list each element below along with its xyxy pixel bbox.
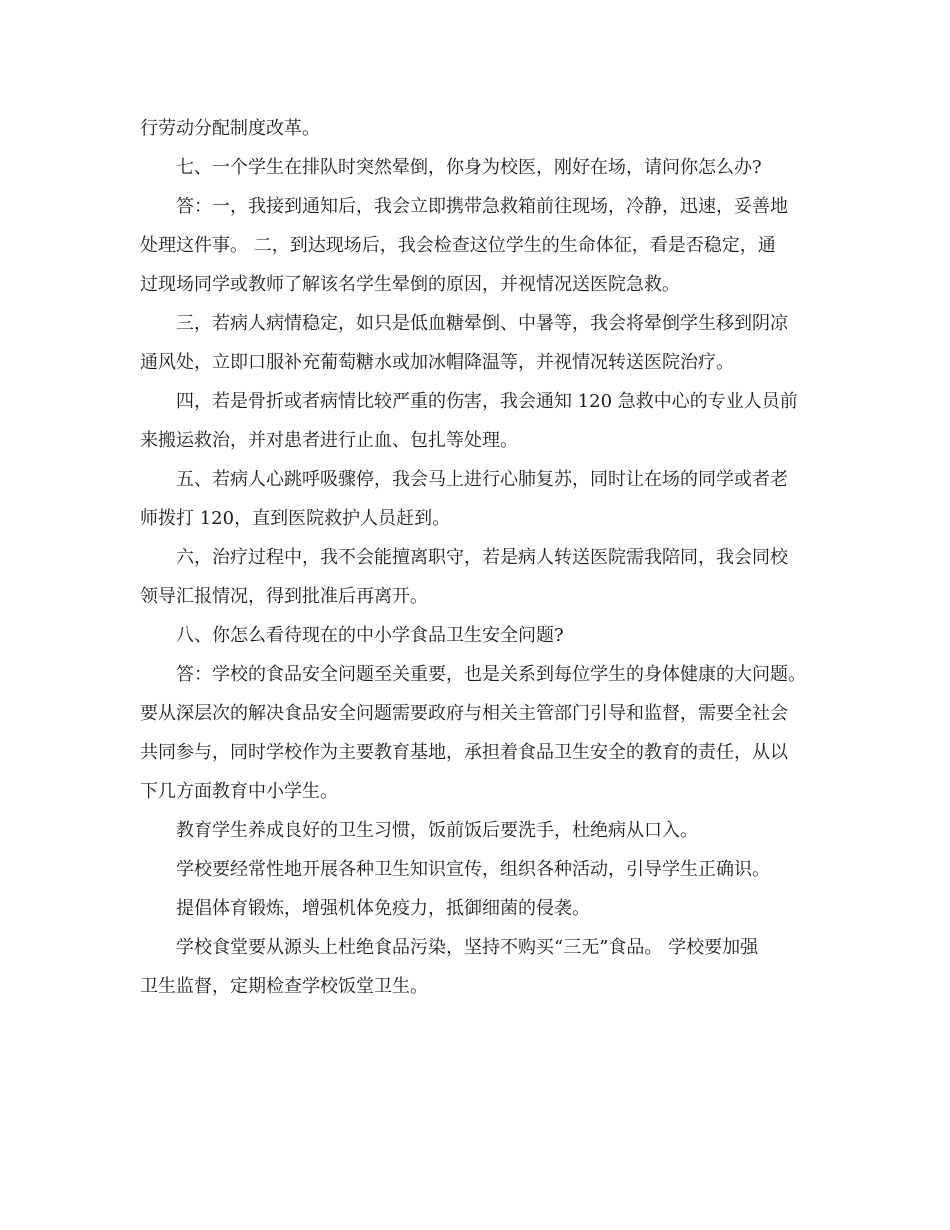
text-line-7: 通风处，立即口服补充葡萄糖水或加冰帽降温等，并视情况转送医院治疗。 [140,352,734,373]
text-line-1: 行劳动分配制度改革。 [140,118,320,139]
text-line-23: 卫生监督，定期检查学校饭堂卫生。 [140,976,428,997]
text-line-9: 来搬运救治，并对患者进行止血、包扎等处理。 [140,430,518,451]
text-line-10: 五、若病人心跳呼吸骤停，我会马上进行心肺复苏，同时让在场的同学或者老 [176,469,788,490]
text-line-19: 教育学生养成良好的卫生习惯，饭前饭后要洗手，杜绝病从口入。 [176,820,698,841]
text-line-11: 师拨打 120，直到医院救护人员赶到。 [140,508,451,529]
text-line-15: 答：学校的食品安全问题至关重要，也是关系到每位学生的身体健康的大问题。 [176,664,806,685]
text-line-6: 三，若病人病情稳定，如只是低血糖晕倒、中暑等，我会将晕倒学生移到阴凉 [176,313,788,334]
text-line-5: 过现场同学或教师了解该名学生晕倒的原因，并视情况送医院急救。 [140,274,680,295]
question-7-heading: 七、一个学生在排队时突然晕倒，你身为校医，刚好在场，请问你怎么办? [176,157,762,178]
text-line-17: 共同参与，同时学校作为主要教育基地，承担着食品卫生安全的教育的责任，从以 [140,742,788,763]
text-line-20: 学校要经常性地开展各种卫生知识宣传，组织各种活动，引导学生正确识。 [176,859,770,880]
text-line-22: 学校食堂要从源头上杜绝食品污染，坚持不购买“三无”食品。 学校要加强 [176,937,759,958]
text-line-8: 四，若是骨折或者病情比较严重的伤害，我会通知 120 急救中心的专业人员前 [176,391,798,412]
text-line-13: 领导汇报情况，得到批准后再离开。 [140,586,428,607]
question-8-heading: 八、你怎么看待现在的中小学食品卫生安全问题? [176,625,564,646]
text-line-4: 处理这件事。 二，到达现场后，我会检查这位学生的生命体征，看是否稳定，通 [140,235,776,256]
text-line-21: 提倡体育锻炼，增强机体免疫力，抵御细菌的侵袭。 [176,898,590,919]
text-line-16: 要从深层次的解决食品安全问题需要政府与相关主管部门引导和监督，需要全社会 [140,703,788,724]
text-line-18: 下几方面教育中小学生。 [140,781,338,802]
text-line-3: 答：一，我接到通知后，我会立即携带急救箱前往现场，冷静，迅速，妥善地 [176,196,788,217]
text-line-12: 六，治疗过程中，我不会能擅离职守，若是病人转送医院需我陪同，我会同校 [176,547,788,568]
